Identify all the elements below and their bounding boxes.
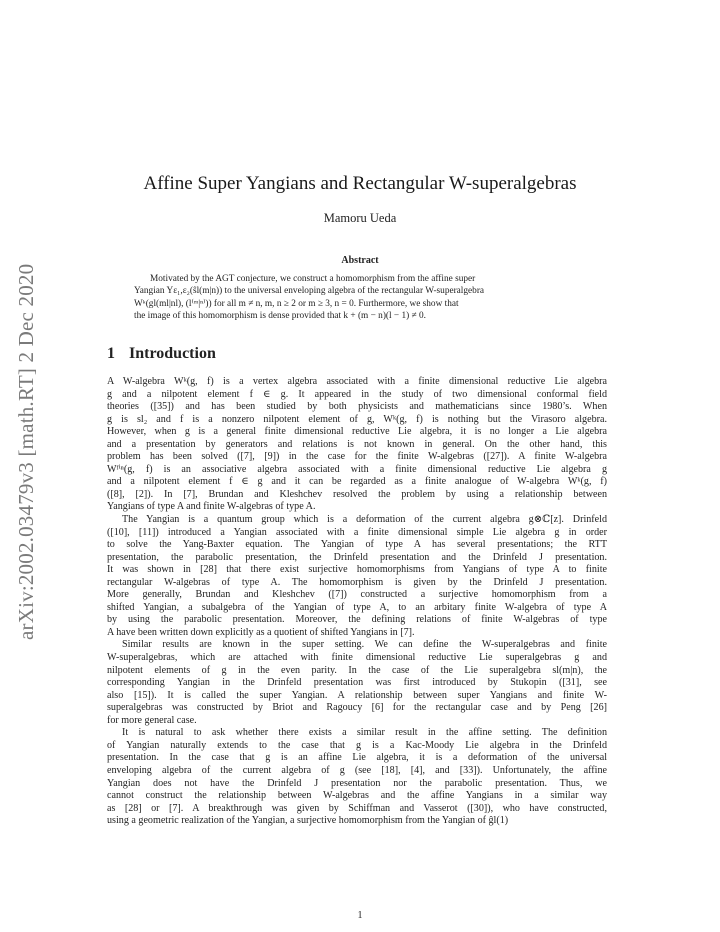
- body-line: of Yangian naturally extends to the case that g is a Kac-Moody Lie algebra in the Drinfeld: [107, 739, 607, 751]
- body-line: cannot construct the relationship between W-algebras and the affine Yangians in a similar way: [107, 790, 607, 802]
- abstract-line: Yangian Yε₁,ε₂(ŝl(m|n)) to the universal enveloping algebra of the rectangular W-superalgebra: [134, 286, 485, 297]
- body-line: to solve the Yang-Baxter equation. The Yangian of type A has several presentations; the RTT: [107, 539, 607, 551]
- body-line: A have been written down explicitly as a quotient of shifted Yangians in [7].: [107, 626, 415, 638]
- body-line: The Yangian is a quantum group which is a deformation of the current algebra g⊗ℂ[z]. Drinfeld: [122, 514, 607, 526]
- body-line: superalgebras was constructed by Briot and Ragoucy [6] for the rectangular case and by Peng [26]: [107, 702, 607, 714]
- body-line: nilpotent elements of g in the even parity. In the case of the Lie superalgebra sl(m|n), the: [107, 664, 607, 676]
- body-line: as [28] or [7]. A breakthrough was given by Schiffman and Vasserot ([30]), who have constructed,: [107, 802, 607, 814]
- body-line: by using the parabolic presentation. Moreover, the defining relations of finite W-algebras of type: [107, 614, 607, 626]
- abstract-line: Wᵏ(gl(ml|nl), (l⁽ᵐ|ⁿ⁾)) for all m ≠ n, m, n ≥ 2 or m ≥ 3, n = 0. Furthermore, we show that: [134, 298, 459, 309]
- body-line: theories ([35]) and has been studied by both physicists and mathematicians since 1980’s. When: [107, 401, 607, 413]
- body-line: ([10], [11]) introduced a Yangian associated with a finite dimensional simple Lie algebra g in order: [107, 526, 607, 538]
- body-line: Wᶠⁱⁿ(g, f) is an associative algebra associated with a finite dimensional reductive Lie algebra g: [107, 463, 607, 475]
- body-line: presentation. In the case that g is an affine Lie algebra, it is a deformation of the universal: [107, 752, 607, 764]
- body-line: also [15]). It is called the super Yangian. A relationship between super Yangians and finite W-: [107, 689, 607, 701]
- body-line: Similar results are known in the super setting. We can define the W-superalgebras and finite: [122, 639, 607, 651]
- body-line: Yangian does not have the Drinfeld J presentation nor the parabolic presentation. Thus, we: [107, 777, 607, 789]
- body-line: W-superalgebras, which are attached with finite dimensional reductive Lie superalgebras g and: [107, 652, 607, 664]
- abstract-body: [134, 273, 574, 322]
- section-heading: [107, 345, 216, 363]
- abstract-line: the image of this homomorphism is dense provided that k + (m − n)(l − 1) ≠ 0.: [134, 310, 426, 321]
- body-line: ([8], [2]). In [7], Brundan and Kleshchev resolved the problem by using a relationship between: [107, 488, 607, 500]
- body-line: presentation, the parabolic presentation, the Drinfeld presentation and the Drinfeld J presentation.: [107, 551, 607, 563]
- body-line: for more general case.: [107, 714, 197, 726]
- abstract-line: Motivated by the AGT conjecture, we construct a homomorphism from the affine super: [150, 274, 476, 284]
- body-line: More generally, Brundan and Kleshchev ([7]) constructed a surjective homomorphism from a: [107, 589, 607, 601]
- body-line: g and a nilpotent element f ∈ g. It appeared in the study of two dimensional conformal field: [107, 388, 607, 400]
- paper-title: Affine Super Yangians and Rectangular W-superalgebras: [143, 173, 577, 194]
- body-line: rectangular W-algebras of type A. The homomorphism is given by the Drinfeld J presentation.: [107, 576, 607, 588]
- body-line: shifted Yangian, a subalgebra of the Yangian of type A, to an arbitary finite W-algebra of type A: [107, 601, 607, 613]
- body-line: It is natural to ask whether there exists a similar result in the affine setting. The definition: [122, 727, 607, 739]
- section-title: Introduction: [129, 345, 216, 362]
- section-number: 1: [107, 345, 115, 362]
- body-line: corresponding Yangian in the Drinfeld presentation was first introduced by Stukopin ([31], see: [107, 677, 607, 689]
- body-line: Yangians of type A and finite W-algebras of type A.: [107, 501, 316, 513]
- arxiv-identifier: arXiv:2002.03479v3 [math.RT] 2 Dec 2020: [14, 263, 38, 640]
- page-number: 1: [357, 910, 363, 921]
- introduction-body: [107, 376, 607, 828]
- author-name: Mamoru Ueda: [323, 211, 397, 225]
- body-line: and a presentation by generators and relations is not known in general. On the other hand, this: [107, 438, 607, 450]
- body-line: using a geometric realization of the Yangian, a surjective homomorphism from the Yangian of ĝl(1): [107, 815, 509, 827]
- body-line: problem has been solved ([7], [9]) in the case for the finite W-algebras ([27]). A finite W-algebra: [107, 451, 607, 463]
- body-line: However, when g is a general finite dimensional reductive Lie algebra, it is no longer a Lie algebra: [107, 426, 607, 438]
- body-line: A W-algebra Wᵏ(g, f) is a vertex algebra associated with a finite dimensional reductive Lie algebra: [107, 376, 607, 387]
- body-line: and a nilpotent element f ∈ g and it can be regarded as a finite analogue of W-algebra Wᵏ(g, f): [107, 476, 607, 488]
- body-line: It was shown in [28] that there exist surjective homomorphisms from Yangians of type A to finite: [107, 564, 607, 576]
- body-line: g is sl₂ and f is a nonzero nilpotent element of g, Wᵏ(g, f) is nothing but the Virasoro algebra.: [107, 413, 607, 425]
- body-line: enveloping algebra of the current algebra of g (see [18], [4], and [33]). Unfortunately, the affine: [107, 764, 607, 776]
- abstract-heading: Abstract: [341, 255, 379, 266]
